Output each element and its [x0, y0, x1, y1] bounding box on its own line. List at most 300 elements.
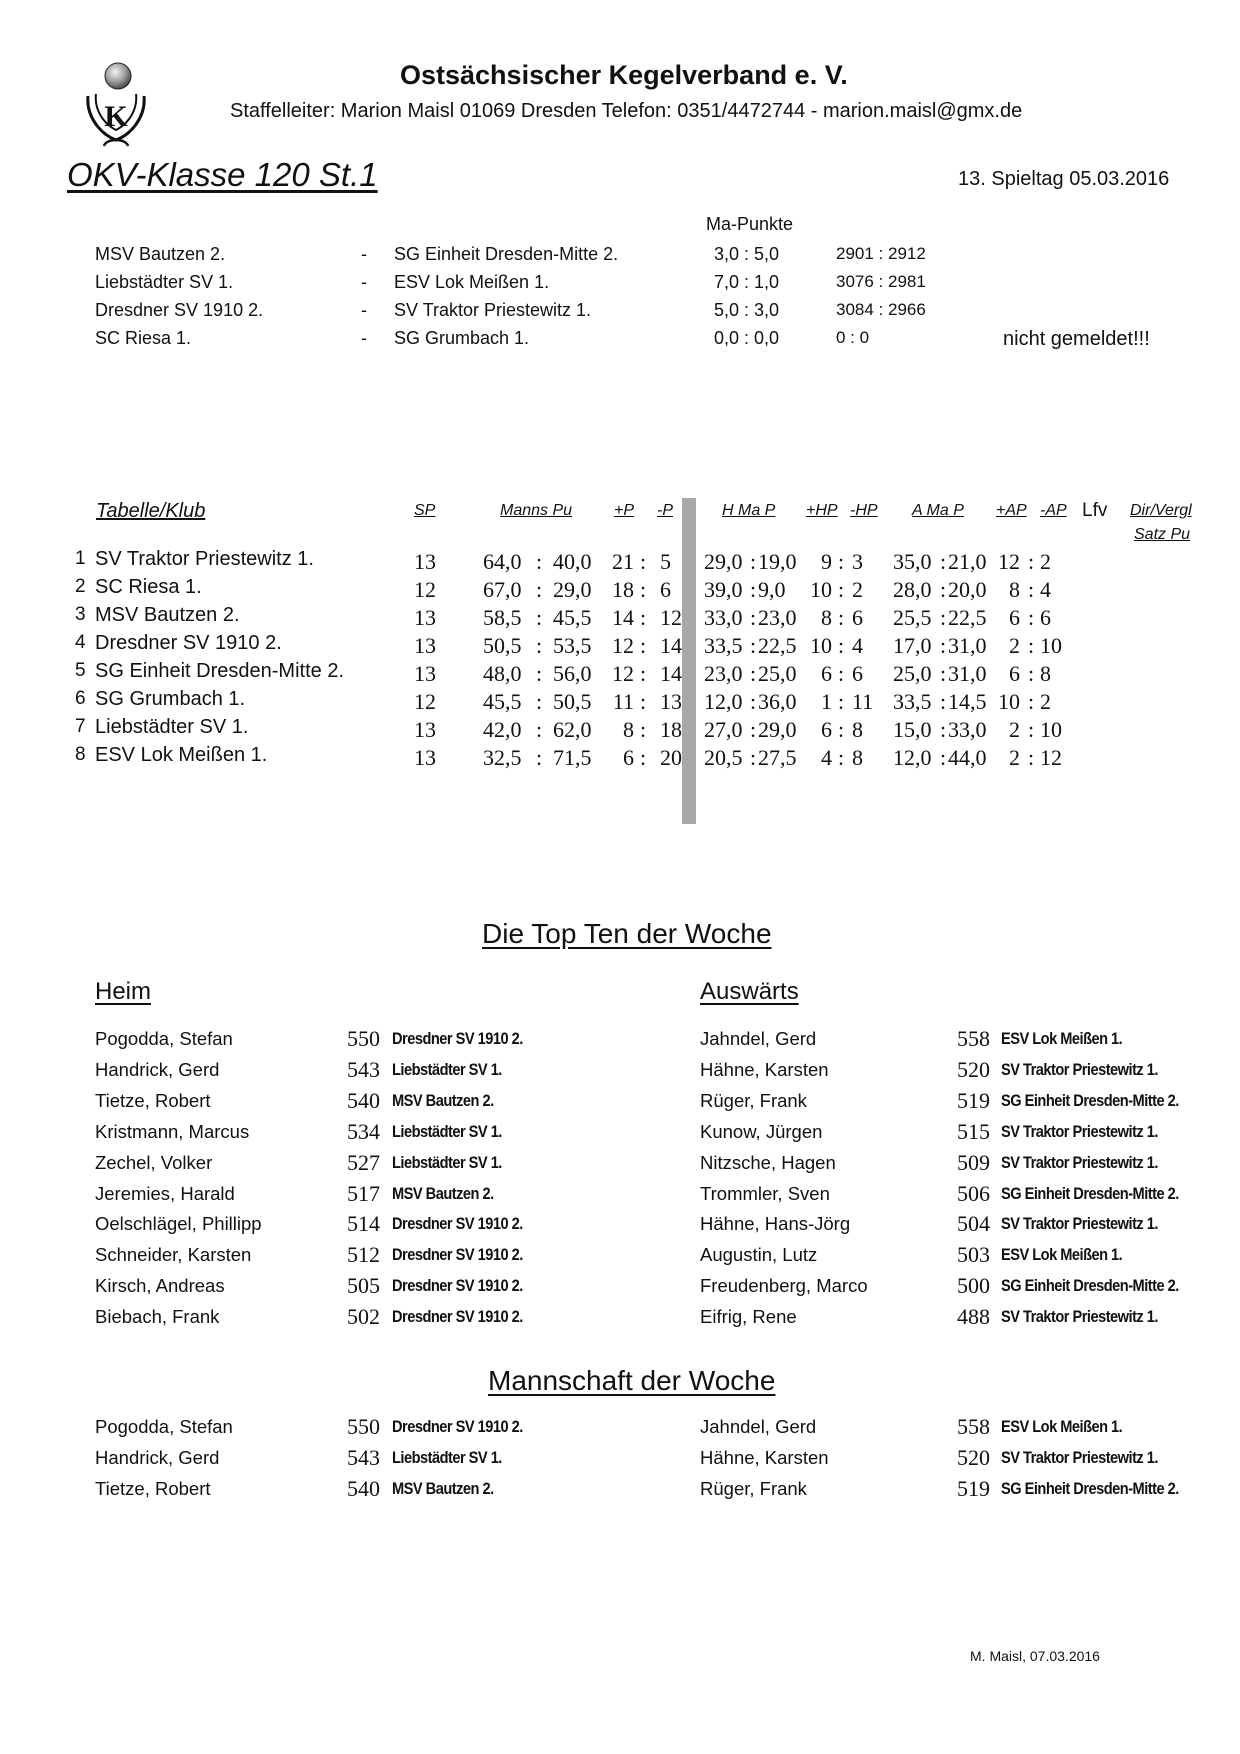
minus-points: 20 [660, 745, 682, 770]
away-points-for: 25,5 [893, 605, 932, 630]
home-plus-points: 6 [821, 661, 832, 686]
away-plus-points: 12 [998, 549, 1020, 574]
home-minus-points: 8 [852, 745, 863, 770]
player-score: 517 [347, 1180, 380, 1206]
player-score: 543 [347, 1056, 380, 1082]
player-club-label: SG Einheit Dresden-Mitte 2. [1001, 1478, 1179, 1498]
footer-signature: M. Maisl, 07.03.2016 [970, 1648, 1100, 1664]
team-points-against: 53,5 [553, 633, 592, 658]
player-name: Eifrig, Rene [700, 1306, 797, 1328]
player-name: Rüger, Frank [700, 1089, 807, 1111]
away-minus-points: 8 [1040, 661, 1051, 686]
minus-points: 13 [660, 689, 682, 714]
table-row [0, 604, 1240, 632]
colon-separator: : [1028, 745, 1035, 770]
player-name: Hähne, Hans-Jörg [700, 1213, 851, 1235]
header-dir-vergl: Dir/Vergl [1130, 502, 1192, 519]
rank: 4 [75, 632, 86, 653]
colon-separator: : [750, 689, 757, 714]
player-score: 503 [957, 1242, 990, 1268]
separator-dash: - [361, 300, 367, 320]
colon-separator: : [838, 577, 845, 602]
player-score: 505 [347, 1273, 380, 1299]
player-name: Pogodda, Stefan [95, 1416, 233, 1437]
player-club-label: Dresdner SV 1910 2. [392, 1214, 523, 1234]
away-points-for: 25,0 [893, 661, 932, 686]
plus-points: 11 [612, 689, 634, 714]
colon-separator: : [640, 745, 647, 770]
player-name: Kirsch, Andreas [95, 1275, 225, 1297]
player-score: 520 [957, 1056, 990, 1082]
away-plus-points: 2 [1009, 745, 1020, 770]
away-points-for: 28,0 [893, 577, 932, 602]
player-name: Jahndel, Gerd [700, 1416, 817, 1437]
plus-points: 12 [612, 633, 634, 658]
player-club-label: SG Einheit Dresden-Mitte 2. [1001, 1090, 1179, 1110]
rank: 7 [75, 716, 86, 737]
player-name: Tietze, Robert [95, 1477, 211, 1499]
kegelverband-logo-icon [82, 60, 152, 150]
games-played: 13 [414, 549, 436, 574]
home-plus-points: 10 [810, 633, 832, 658]
team-points-for: 50,5 [483, 633, 522, 658]
away-points-against: 44,0 [948, 745, 987, 770]
player-score: 519 [957, 1475, 990, 1501]
away-plus-points: 6 [1009, 661, 1020, 686]
colon-separator: : [838, 745, 845, 770]
player-score: 509 [957, 1149, 990, 1175]
player-score: 519 [957, 1087, 990, 1113]
player-row [0, 1028, 1240, 1058]
away-points-against: 21,0 [948, 549, 987, 574]
colon-separator: : [750, 745, 757, 770]
colon-separator: : [750, 633, 757, 658]
separator-dash: - [361, 328, 367, 348]
home-minus-points: 2 [852, 577, 863, 602]
colon-separator: : [536, 577, 543, 602]
colon-separator: : [838, 549, 845, 574]
player-name: Trommler, Sven [700, 1182, 830, 1204]
club-name: Liebstädter SV 1. [95, 716, 249, 738]
away-points-against: 33,0 [948, 717, 987, 742]
match-points: 0,0 : 0,0 [714, 328, 780, 348]
header-sp: SP [414, 502, 436, 519]
player-club-label: SV Traktor Priestewitz 1. [1001, 1447, 1158, 1467]
minus-points: 6 [660, 577, 671, 602]
separator-dash: - [361, 244, 367, 264]
match-points: 3,0 : 5,0 [714, 244, 780, 264]
table-row [0, 576, 1240, 604]
header-lfv: Lfv [1082, 500, 1108, 521]
player-score: 558 [957, 1414, 990, 1439]
player-row [0, 1118, 1240, 1151]
matchday-date: 13. Spieltag 05.03.2016 [958, 168, 1170, 190]
header-klub: Tabelle/Klub [96, 500, 206, 522]
home-minus-points: 3 [852, 549, 863, 574]
player-score: 488 [957, 1304, 990, 1330]
result-row [0, 328, 1240, 356]
plus-points: 18 [612, 577, 634, 602]
player-name: Hähne, Karsten [700, 1446, 829, 1468]
player-club-label: MSV Bautzen 2. [392, 1183, 494, 1203]
rank: 6 [75, 688, 86, 709]
away-minus-points: 10 [1040, 633, 1062, 658]
svg-text:K: K [104, 100, 128, 133]
player-club-label: Dresdner SV 1910 2. [392, 1276, 523, 1296]
home-points-against: 23,0 [758, 605, 797, 630]
plus-points: 6 [623, 745, 634, 770]
home-plus-points: 4 [821, 745, 832, 770]
away-team: ESV Lok Meißen 1. [394, 272, 550, 292]
player-row [0, 1475, 1240, 1508]
club-name: ESV Lok Meißen 1. [95, 744, 268, 766]
away-plus-points: 10 [998, 689, 1020, 714]
away-team: SG Einheit Dresden-Mitte 2. [394, 244, 619, 264]
home-minus-points: 8 [852, 717, 863, 742]
colon-separator: : [838, 633, 845, 658]
player-score: 506 [957, 1180, 990, 1206]
home-points-against: 27,5 [758, 745, 797, 770]
club-name: SV Traktor Priestewitz 1. [95, 548, 314, 570]
plus-points: 8 [623, 717, 634, 742]
colon-separator: : [640, 661, 647, 686]
home-team: Dresdner SV 1910 2. [95, 300, 264, 320]
home-team: Liebstädter SV 1. [95, 272, 234, 292]
team-points-for: 67,0 [483, 577, 522, 602]
player-score: 550 [347, 1414, 380, 1439]
team-points-for: 58,5 [483, 605, 522, 630]
home-points-against: 9,0 [758, 577, 786, 602]
player-club-label: ESV Lok Meißen 1. [1001, 1029, 1123, 1048]
header-manns-pu: Manns Pu [500, 502, 573, 519]
player-row [0, 1444, 1240, 1477]
result-row [0, 272, 1240, 300]
pin-totals: 3076 : 2981 [836, 272, 926, 291]
home-minus-points: 6 [852, 661, 863, 686]
plus-points: 14 [612, 605, 634, 630]
away-minus-points: 2 [1040, 549, 1051, 574]
match-points: 5,0 : 3,0 [714, 300, 780, 320]
colon-separator: : [750, 549, 757, 574]
player-club-label: Dresdner SV 1910 2. [392, 1245, 523, 1265]
away-points-against: 20,0 [948, 577, 987, 602]
player-row [0, 1275, 1240, 1305]
rank: 8 [75, 744, 86, 765]
player-club-label: SV Traktor Priestewitz 1. [1001, 1307, 1158, 1327]
player-name: Pogodda, Stefan [95, 1028, 233, 1049]
player-score: 512 [347, 1242, 380, 1268]
header-plus-ap: +AP [996, 502, 1027, 519]
team-points-against: 50,5 [553, 689, 592, 714]
home-points-for: 33,0 [704, 605, 743, 630]
player-name: Augustin, Lutz [700, 1244, 818, 1266]
home-minus-points: 4 [852, 633, 863, 658]
colon-separator: : [640, 605, 647, 630]
player-name: Oelschlägel, Phillipp [95, 1213, 262, 1235]
away-points-against: 31,0 [948, 633, 987, 658]
table-row [0, 716, 1240, 744]
header-h-ma-p: H Ma P [722, 502, 776, 519]
colon-separator: : [838, 717, 845, 742]
player-name: Zechel, Volker [95, 1151, 213, 1173]
colon-separator: : [640, 549, 647, 574]
away-points-for: 33,5 [893, 689, 932, 714]
separator-dash: - [361, 272, 367, 292]
away-points-against: 22,5 [948, 605, 987, 630]
home-minus-points: 11 [852, 689, 874, 714]
player-club-label: Liebstädter SV 1. [392, 1121, 502, 1141]
colon-separator: : [750, 577, 757, 602]
team-points-against: 45,5 [553, 605, 592, 630]
rank: 2 [75, 576, 86, 597]
minus-points: 12 [660, 605, 682, 630]
player-row [0, 1213, 1240, 1243]
away-points-for: 35,0 [893, 549, 932, 574]
away-plus-points: 2 [1009, 633, 1020, 658]
league-title: OKV-Klasse 120 St.1 [67, 156, 378, 193]
colon-separator: : [940, 605, 947, 630]
club-name: MSV Bautzen 2. [95, 604, 240, 626]
player-score: 502 [347, 1304, 380, 1330]
rank: 5 [75, 660, 86, 681]
colon-separator: : [838, 689, 845, 714]
result-row [0, 300, 1240, 328]
player-score: 558 [957, 1026, 990, 1051]
home-points-against: 25,0 [758, 661, 797, 686]
header-minus-p: -P [657, 502, 673, 519]
player-name: Handrick, Gerd [95, 1446, 220, 1468]
player-score: 520 [957, 1444, 990, 1470]
home-points-for: 12,0 [704, 689, 743, 714]
player-row [0, 1306, 1240, 1336]
away-points-against: 14,5 [948, 689, 987, 714]
org-title: Ostsächsischer Kegelverband e. V. [400, 60, 848, 90]
colon-separator: : [640, 633, 647, 658]
team-points-against: 40,0 [553, 549, 592, 574]
home-points-against: 36,0 [758, 689, 797, 714]
team-points-for: 48,0 [483, 661, 522, 686]
away-minus-points: 6 [1040, 605, 1051, 630]
team-points-against: 62,0 [553, 717, 592, 742]
colon-separator: : [940, 633, 947, 658]
away-minus-points: 12 [1040, 745, 1062, 770]
table-row [0, 688, 1240, 716]
colon-separator: : [750, 661, 757, 686]
home-points-against: 29,0 [758, 717, 797, 742]
away-plus-points: 8 [1009, 577, 1020, 602]
player-name: Kristmann, Marcus [95, 1120, 250, 1142]
player-score: 500 [957, 1273, 990, 1299]
home-points-for: 23,0 [704, 661, 743, 686]
table-row [0, 744, 1240, 772]
home-points-for: 39,0 [704, 577, 743, 602]
minus-points: 14 [660, 633, 682, 658]
colon-separator: : [1028, 661, 1035, 686]
team-points-against: 29,0 [553, 577, 592, 602]
away-team: SG Grumbach 1. [394, 328, 530, 348]
player-name: Biebach, Frank [95, 1306, 220, 1328]
player-club-label: Liebstädter SV 1. [392, 1447, 502, 1467]
colon-separator: : [640, 717, 647, 742]
home-points-for: 33,5 [704, 633, 743, 658]
home-plus-points: 8 [821, 605, 832, 630]
rank: 1 [75, 548, 86, 569]
pin-totals: 2901 : 2912 [836, 244, 926, 263]
colon-separator: : [940, 549, 947, 574]
colon-separator: : [640, 577, 647, 602]
player-row [0, 1180, 1240, 1213]
team-points-for: 32,5 [483, 745, 522, 770]
player-club-label: SV Traktor Priestewitz 1. [1001, 1059, 1158, 1079]
away-points-for: 12,0 [893, 745, 932, 770]
top-ten-title: Die Top Ten der Woche [482, 918, 772, 949]
minus-points: 14 [660, 661, 682, 686]
games-played: 13 [414, 633, 436, 658]
colon-separator: : [536, 549, 543, 574]
player-club-label: Dresdner SV 1910 2. [392, 1307, 523, 1327]
header-a-ma-p: A Ma P [912, 502, 964, 519]
colon-separator: : [940, 745, 947, 770]
games-played: 13 [414, 745, 436, 770]
games-played: 13 [414, 717, 436, 742]
player-name: Handrick, Gerd [95, 1058, 220, 1080]
colon-separator: : [640, 689, 647, 714]
colon-separator: : [940, 661, 947, 686]
games-played: 13 [414, 661, 436, 686]
away-plus-points: 6 [1009, 605, 1020, 630]
player-club-label: ESV Lok Meißen 1. [1001, 1417, 1123, 1436]
header-minus-ap: -AP [1040, 502, 1067, 519]
player-score: 527 [347, 1149, 380, 1175]
home-minus-points: 6 [852, 605, 863, 630]
home-points-for: 27,0 [704, 717, 743, 742]
player-name: Kunow, Jürgen [700, 1120, 823, 1142]
table-row [0, 660, 1240, 688]
games-played: 12 [414, 577, 436, 602]
colon-separator: : [536, 633, 543, 658]
colon-separator: : [838, 661, 845, 686]
home-team: MSV Bautzen 2. [95, 244, 226, 264]
player-name: Freudenberg, Marco [700, 1275, 868, 1297]
home-plus-points: 10 [810, 577, 832, 602]
player-score: 540 [347, 1087, 380, 1113]
player-score: 550 [347, 1026, 380, 1051]
colon-separator: : [536, 745, 543, 770]
minus-points: 18 [660, 717, 682, 742]
team-points-for: 42,0 [483, 717, 522, 742]
player-club-label: Dresdner SV 1910 2. [392, 1029, 523, 1048]
games-played: 12 [414, 689, 436, 714]
home-column-heading: Heim [95, 978, 152, 1005]
colon-separator: : [536, 689, 543, 714]
colon-separator: : [838, 605, 845, 630]
colon-separator: : [1028, 633, 1035, 658]
away-points-for: 17,0 [893, 633, 932, 658]
player-club-label: SG Einheit Dresden-Mitte 2. [1001, 1183, 1179, 1203]
home-team: SC Riesa 1. [95, 328, 192, 348]
player-name: Rüger, Frank [700, 1477, 807, 1499]
away-team: SV Traktor Priestewitz 1. [394, 300, 592, 320]
header-minus-hp: -HP [850, 502, 878, 519]
home-points-for: 29,0 [704, 549, 743, 574]
club-name: SC Riesa 1. [95, 576, 202, 598]
header-plus-p: +P [614, 502, 635, 519]
team-points-for: 45,5 [483, 689, 522, 714]
colon-separator: : [1028, 689, 1035, 714]
player-name: Jahndel, Gerd [700, 1028, 817, 1049]
home-points-for: 20,5 [704, 745, 743, 770]
player-name: Hähne, Karsten [700, 1058, 829, 1080]
colon-separator: : [940, 717, 947, 742]
pin-totals: 3084 : 2966 [836, 300, 926, 319]
player-club-label: Dresdner SV 1910 2. [392, 1417, 523, 1436]
header-satz-pu: Satz Pu [1134, 526, 1191, 543]
colon-separator: : [536, 605, 543, 630]
home-points-against: 22,5 [758, 633, 797, 658]
player-club-label: MSV Bautzen 2. [392, 1478, 494, 1498]
home-points-against: 19,0 [758, 549, 797, 574]
player-club-label: ESV Lok Meißen 1. [1001, 1245, 1123, 1265]
away-points-for: 15,0 [893, 717, 932, 742]
player-club-label: SG Einheit Dresden-Mitte 2. [1001, 1276, 1179, 1296]
plus-points: 12 [612, 661, 634, 686]
home-plus-points: 1 [821, 689, 832, 714]
colon-separator: : [536, 717, 543, 742]
colon-separator: : [1028, 577, 1035, 602]
home-plus-points: 6 [821, 717, 832, 742]
colon-separator: : [1028, 549, 1035, 574]
colon-separator: : [750, 605, 757, 630]
away-plus-points: 2 [1009, 717, 1020, 742]
colon-separator: : [750, 717, 757, 742]
player-score: 543 [347, 1444, 380, 1470]
result-note: nicht gemeldet!!! [1003, 328, 1150, 350]
player-row [0, 1244, 1240, 1274]
minus-points: 5 [660, 549, 671, 574]
player-name: Schneider, Karsten [95, 1244, 252, 1266]
away-minus-points: 10 [1040, 717, 1062, 742]
player-row [0, 1149, 1240, 1182]
plus-points: 21 [612, 549, 634, 574]
player-row [0, 1056, 1240, 1089]
away-column-heading: Auswärts [700, 978, 799, 1005]
away-points-against: 31,0 [948, 661, 987, 686]
club-name: Dresdner SV 1910 2. [95, 632, 282, 654]
team-points-against: 71,5 [553, 745, 592, 770]
pin-totals: 0 : 0 [836, 328, 870, 347]
player-club-label: MSV Bautzen 2. [392, 1090, 494, 1110]
player-club-label: Liebstädter SV 1. [392, 1152, 502, 1172]
player-row [0, 1416, 1240, 1446]
player-score: 515 [957, 1118, 990, 1144]
team-points-against: 56,0 [553, 661, 592, 686]
colon-separator: : [536, 661, 543, 686]
player-name: Jeremies, Harald [95, 1182, 235, 1204]
player-name: Tietze, Robert [95, 1089, 211, 1111]
table-row [0, 548, 1240, 576]
player-score: 534 [347, 1118, 380, 1144]
player-club-label: Liebstädter SV 1. [392, 1059, 502, 1079]
player-score: 540 [347, 1475, 380, 1501]
team-points-for: 64,0 [483, 549, 522, 574]
team-of-week-title: Mannschaft der Woche [488, 1365, 776, 1396]
colon-separator: : [940, 689, 947, 714]
player-row [0, 1087, 1240, 1120]
header-plus-hp: +HP [806, 502, 838, 519]
games-played: 13 [414, 605, 436, 630]
club-name: SG Grumbach 1. [95, 688, 246, 710]
player-score: 514 [347, 1211, 380, 1237]
